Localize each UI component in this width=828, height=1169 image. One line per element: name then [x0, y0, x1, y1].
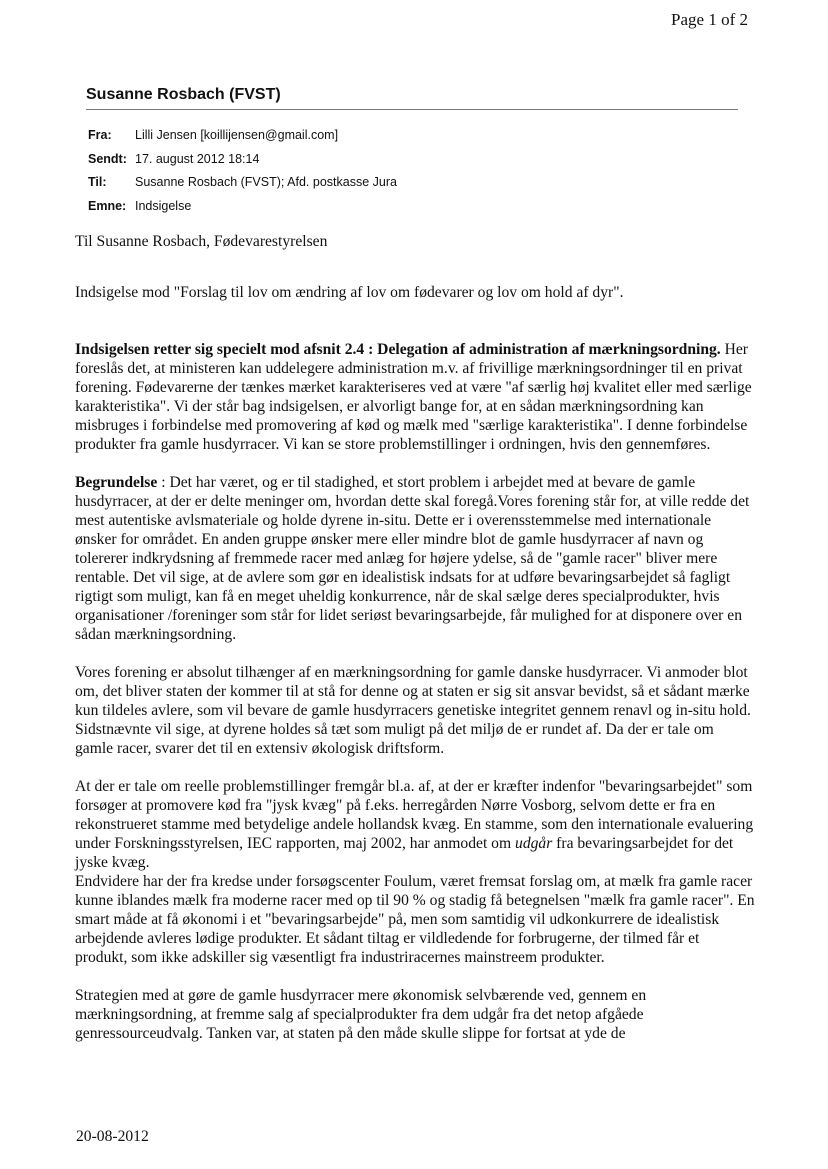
reason-heading: Begrundelse — [75, 474, 158, 491]
paragraph-reason — [75, 473, 755, 644]
salutation: Til Susanne Rosbach, Fødevarestyrelsen — [75, 233, 328, 250]
field-label: Til: — [88, 175, 107, 189]
objection-line: Indsigelse mod "Forslag til lov om ændring af lov om fødevarer og lov om hold af dyr". — [75, 284, 624, 301]
field-value: Lilli Jensen [koillijensen@gmail.com] — [135, 128, 339, 142]
field-value: 17. august 2012 18:14 — [135, 151, 260, 166]
email-sender-name: Susanne Rosbach (FVST) — [86, 86, 281, 103]
paragraph-problems — [75, 777, 755, 872]
paragraph-support: Vores forening er absolut tilhænger af en mærkningsordning for gamle danske husdyrracer. Vi anmoder blot om, det bliver staten der kommer til at stå for denne og at staten er sig sit ansvar bevidst, så et sådant mærke kun tildeles avlere, som vil bevare de gamle husdyrracers genetiske integritet gennem renavl og in-situ hold. Sidstnævnte vil sige, at dyrene holdes så tæt som muligt på det miljø de er rundet af. Da der er tale om gamle racer, svarer det til en extensiv økologisk driftsform. — [75, 664, 751, 757]
paragraph-section — [75, 340, 755, 454]
email-field-to — [88, 171, 397, 195]
footer-date: 20-08-2012 — [76, 1128, 149, 1145]
problems-emphasis: udgår — [515, 835, 553, 852]
paragraph-strategy: Strategien med at gøre de gamle husdyrracer mere økonomisk selvbærende ved, gennem en mærkningsordning, at fremme salg af specialprodukter fra dem udgår fra det netop afgåede genressourceudvalg. Tanken var, at staten på den måde skulle slippe for fortsat at yde de — [75, 987, 647, 1042]
problems-text-end: fra bevaringsarbejdet for det jyske kvæg. — [75, 835, 734, 871]
field-label: Fra: — [88, 128, 112, 142]
header-divider — [86, 109, 738, 110]
email-field-subject — [88, 195, 397, 219]
field-value: Indsigelse — [135, 198, 192, 213]
email-field-sent — [88, 148, 397, 172]
letter-body — [75, 232, 755, 1043]
reason-text: : Det har været, og er til stadighed, et stort problem i arbejdet med at bevare de gamle husdyrracer, at der er delte meninger om, hvordan dette skal foregå.Vores forening står for, at ville redde det mest autentiske avlsmateriale og holde dyrene in-situ. Dette er i overensstemmelse med internationale ønsker for området. En anden gruppe ønsker mere eller mindre blot de gamle husdyrracer af navn og tolererer indkrydsning af fremmede racer med anlæg for højere ydelse, så de "gamle racer" bliver mere rentable. Det vil sige, at de avlere som gør en idealistisk indsats for at udføre bevaringsarbejdet så fagligt rigtigt som muligt, kan få en meget uheldig konkurrence, når de skal sælge deres specialprodukter, hvis organisationer /foreninger som står for lidet seriøst bevaringsarbejde, får mulighed for at disponere over en sådan mærkningsordning. — [75, 474, 750, 643]
section-text: Her foreslås det, at ministeren kan uddelegere administration m.v. af frivillige mærkningsordninger til en privat forening. Fødevarerne der tænkes mærket karakteriseres ved at være "af særlig høj kvalitet eller med særlige karakteristika". Vi der står bag indsigelsen, er alvorligt bange for, at en sådan mærkningsordning kan misbruges i forbindelse med promovering af kød og mælk med "særlige karakteristika". I denne forbindelse produkter fra gamle husdyrracer. Vi kan se store problemstillinger i ordningen, hvis den gennemføres. — [75, 341, 752, 453]
email-header-fields — [88, 124, 397, 218]
paragraph-milk: Endvidere har der fra kredse under forsøgscenter Foulum, været fremsat forslag om, at mælk fra gamle racer kunne iblandes mælk fra moderne racer med op til 90 % og stadig få betegnelsen "mælk fra gamle racer". En smart måde at få økonomi i et "bevaringsarbejde" på, men som samtidig vil udkonkurrere de idealistisk arbejdende avleres lødige produkter. Et sådant tiltag er vildledende for forbrugerne, der tilmed får et produkt, som ikke adskiller sig væsentligt fra industriracernes mainstreem produkter. — [75, 873, 755, 966]
field-label: Emne: — [88, 198, 127, 213]
problems-text-start: At der er tale om reelle problemstillinger fremgår bl.a. af, at der er kræfter indenfor "bevaringsarbejdet" som forsøger at promovere kød fra "jysk kvæg" på f.eks. herregården Nørre Vosborg, selvom dette er fra en rekonstrueret stamme med betydelige andele hollandsk kvæg. En stamme, som den internationale evaluering under Forskningsstyrelsen, IEC rapporten, maj 2002, har anmodet om — [75, 778, 754, 852]
page-number: Page 1 of 2 — [671, 10, 748, 29]
field-value: Susanne Rosbach (FVST); Afd. postkasse Jura — [135, 175, 397, 189]
section-heading: Indsigelsen retter sig specielt mod afsnit 2.4 : Delegation af administration af mærkningsordning. — [75, 341, 721, 358]
field-label: Sendt: — [88, 151, 127, 166]
email-field-from — [88, 124, 397, 148]
